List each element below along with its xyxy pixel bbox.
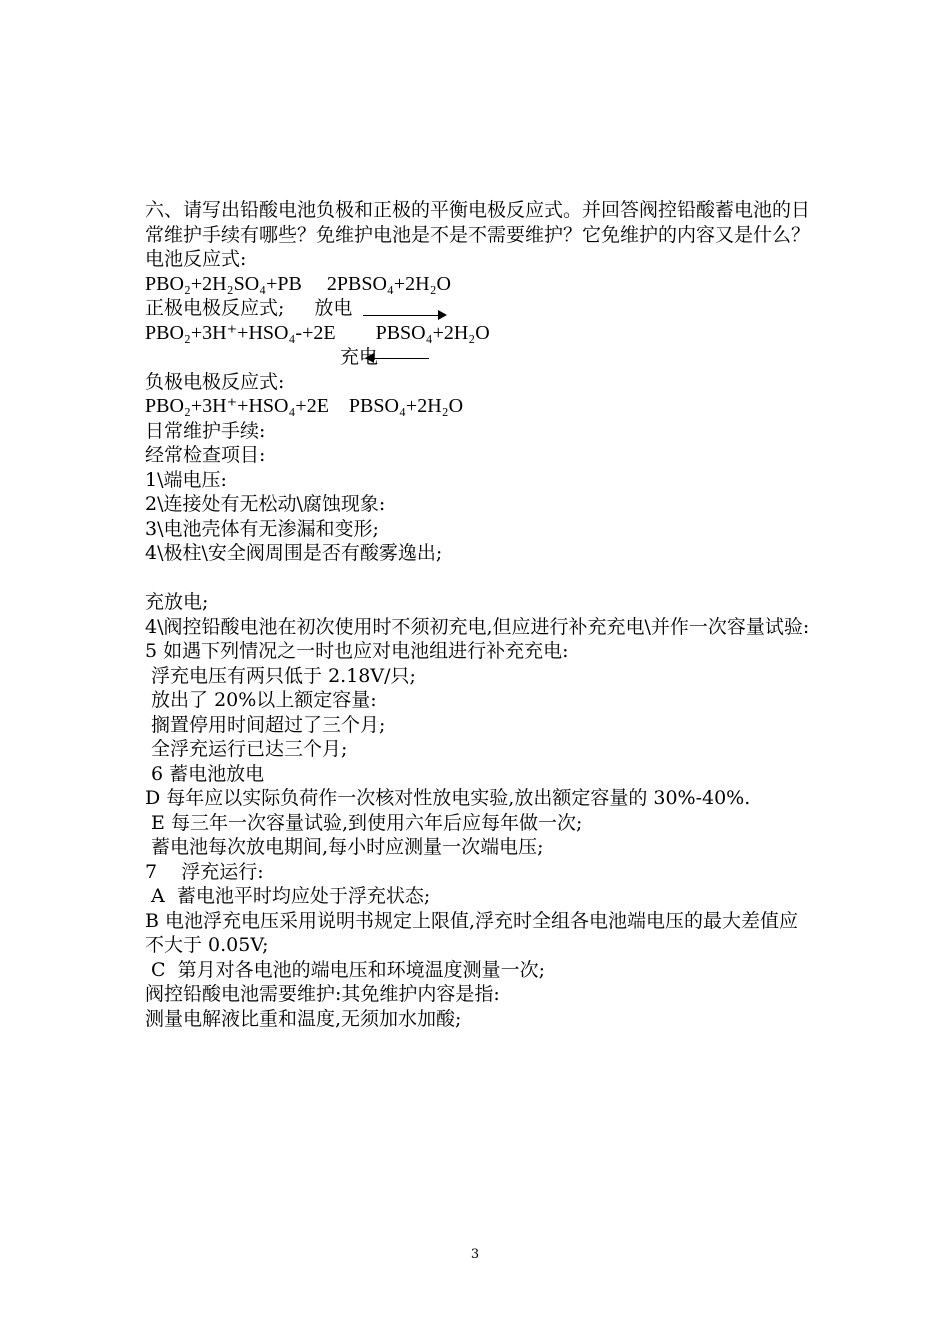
page-number: 3: [470, 1247, 480, 1262]
conclusion-2: 测量电解液比重和温度,无须加水加酸;: [145, 1007, 462, 1030]
item-5-sub: 浮充电压有两只低于 2.18V/只;: [145, 664, 416, 687]
blank-line: [145, 566, 815, 591]
item-5: 5 如遇下列情况之一时也应对电池组进行补充充电:: [145, 640, 569, 662]
conclusion: 阀控铅酸电池需要维护:其免维护内容是指:: [145, 983, 500, 1005]
charge-line: [145, 345, 815, 370]
check-item: 4\极柱\安全阀周围是否有酸雾逸出;: [145, 542, 443, 564]
positive-label-line: [145, 296, 815, 321]
item-5-sub: 全浮充运行已达三个月;: [145, 738, 348, 760]
item-6: 6 蓄电池放电: [145, 762, 265, 785]
check-item: 2\连接处有无松动\腐蚀现象:: [145, 493, 386, 515]
check-item: 3\电池壳体有无渗漏和变形;: [145, 517, 379, 540]
discharge-label: 放电: [314, 297, 353, 319]
item-5-sub: 放出了 20%以上额定容量:: [145, 689, 377, 711]
total-reaction: PBO₂+2H₂SO₄+PB 2PBSO₄+2H₂O: [145, 272, 451, 295]
daily-label: 日常维护手续:: [145, 419, 266, 442]
charge-arrow: [367, 358, 429, 359]
item-7-a: A 蓄电池平时均应处于浮充状态;: [145, 885, 431, 907]
charge-label: 充电: [340, 346, 379, 368]
negative-label: 负极电极反应式:: [145, 370, 285, 393]
item-6-f: 蓄电池每次放电期间,每小时应测量一次端电压;: [145, 836, 544, 858]
negative-reaction: PBO₂+3H⁺+HSO₄+2E PBSO₄+2H₂O: [145, 395, 464, 417]
discharge-arrow: [363, 315, 445, 316]
positive-label: 正极电极反应式;: [145, 297, 285, 319]
document-body: [145, 198, 815, 1031]
check-item: 1\端电压:: [145, 468, 227, 491]
positive-reaction: PBO₂+3H⁺+HSO₄-+2E PBSO₄+2H₂O: [145, 321, 490, 344]
question-text: 六、请写出铅酸电池负极和正极的平衡电极反应式。并回答阀控铅酸蓄电池的日常维护手续有哪些？免维护电池是不是不需要维护？它免维护的内容又是什么？: [145, 199, 811, 246]
item-7-b: B 电池浮充电压采用说明书规定上限值,浮充时全组各电池端电压的最大差值应不大于 0.05V;: [145, 909, 799, 956]
check-label: 经常检查项目:: [145, 444, 266, 466]
charge-section: 充放电;: [145, 591, 209, 613]
item-6-d: D 每年应以实际负荷作一次核对性放电实验,放出额定容量的 30%-40%.: [145, 787, 751, 809]
item-7-c: C 第月对各电池的端电压和环境温度测量一次;: [145, 958, 546, 981]
item-6-e: E 每三年一次容量试验,到使用六年后应每年做一次;: [145, 811, 583, 834]
item-7: 7 浮充运行:: [145, 860, 264, 883]
item-5-sub: 搁置停用时间超过了三个月;: [145, 713, 386, 736]
reaction-label: 电池反应式:: [145, 248, 247, 270]
item-4: 4\阀控铅酸电池在初次使用时不须初充电,但应进行补充充电\并作一次容量试验:: [145, 615, 810, 638]
